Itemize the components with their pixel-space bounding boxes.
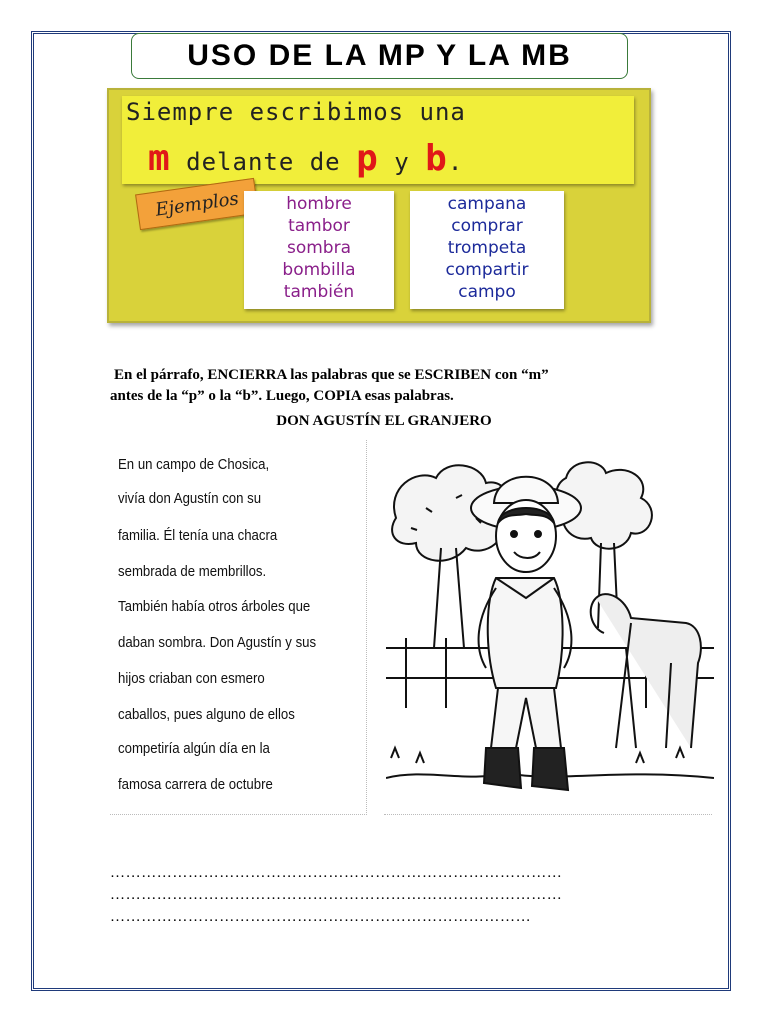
paragraph-line: hijos criaban con esmero — [118, 670, 265, 687]
paragraph-line: daban sombra. Don Agustín y sus — [118, 634, 317, 651]
paragraph-line: familia. Él tenía una chacra — [118, 527, 278, 544]
title-box — [131, 33, 628, 79]
ejemplos-label: Ejemplos — [154, 187, 240, 221]
paragraph-line: sembrada de membrillos. — [118, 563, 267, 580]
illustration-divider — [384, 814, 712, 815]
answer-line[interactable]: …………………………………………………………………………… — [110, 865, 563, 881]
paragraph-line: competiría algún día en la — [118, 740, 270, 757]
story-title: DON AGUSTÍN EL GRANJERO — [276, 413, 492, 429]
instruction-line2: antes de la “p” o la “b”. Luego, COPIA esas palabras. — [110, 388, 454, 404]
mb-examples-card — [244, 191, 394, 309]
rule-text-mid: delante de — [186, 148, 341, 176]
farmer-illustration — [386, 448, 714, 814]
instruction-line1: En el párrafo, ENCIERRA las palabras que se ESCRIBEN con “m” — [114, 367, 549, 383]
paragraph-line: famosa carrera de octubre — [118, 776, 273, 793]
mp-example-word: trompeta — [447, 238, 527, 258]
mb-example-word: hombre — [286, 194, 352, 214]
mb-example-word: bombilla — [282, 260, 356, 280]
answer-line[interactable]: ……………………………………………………………………… — [110, 909, 532, 925]
mp-examples-card — [410, 191, 564, 309]
rule-letter-m: m — [148, 138, 171, 179]
rule-letter-b: b — [425, 138, 448, 179]
rule-letter-p: p — [356, 138, 379, 179]
rule-text-line1: Siempre escribimos una — [126, 98, 466, 126]
mp-example-word: campana — [447, 194, 527, 214]
instructions — [110, 365, 670, 407]
paragraph-line: vivía don Agustín con su — [118, 490, 262, 507]
answer-line[interactable]: …………………………………………………………………………… — [110, 887, 563, 903]
rule-text-end: . — [447, 148, 464, 176]
story-paragraph — [110, 440, 367, 815]
rule-text-y: y — [394, 148, 410, 176]
mb-example-word: también — [283, 282, 355, 302]
answer-lines — [110, 862, 670, 928]
paragraph-line: caballos, pues alguno de ellos — [118, 706, 295, 723]
mp-example-word: comprar — [451, 216, 523, 236]
mb-example-word: tambor — [288, 216, 350, 236]
paragraph-line: También había otros árboles que — [118, 598, 311, 615]
mp-example-word: compartir — [445, 260, 529, 280]
page-title: USO DE LA MP Y LA MB — [187, 39, 572, 72]
paragraph-line: En un campo de Chosica, — [118, 456, 270, 473]
rule-text-line2 — [148, 138, 463, 179]
mp-example-word: campo — [458, 282, 516, 302]
mb-example-word: sombra — [286, 238, 351, 258]
